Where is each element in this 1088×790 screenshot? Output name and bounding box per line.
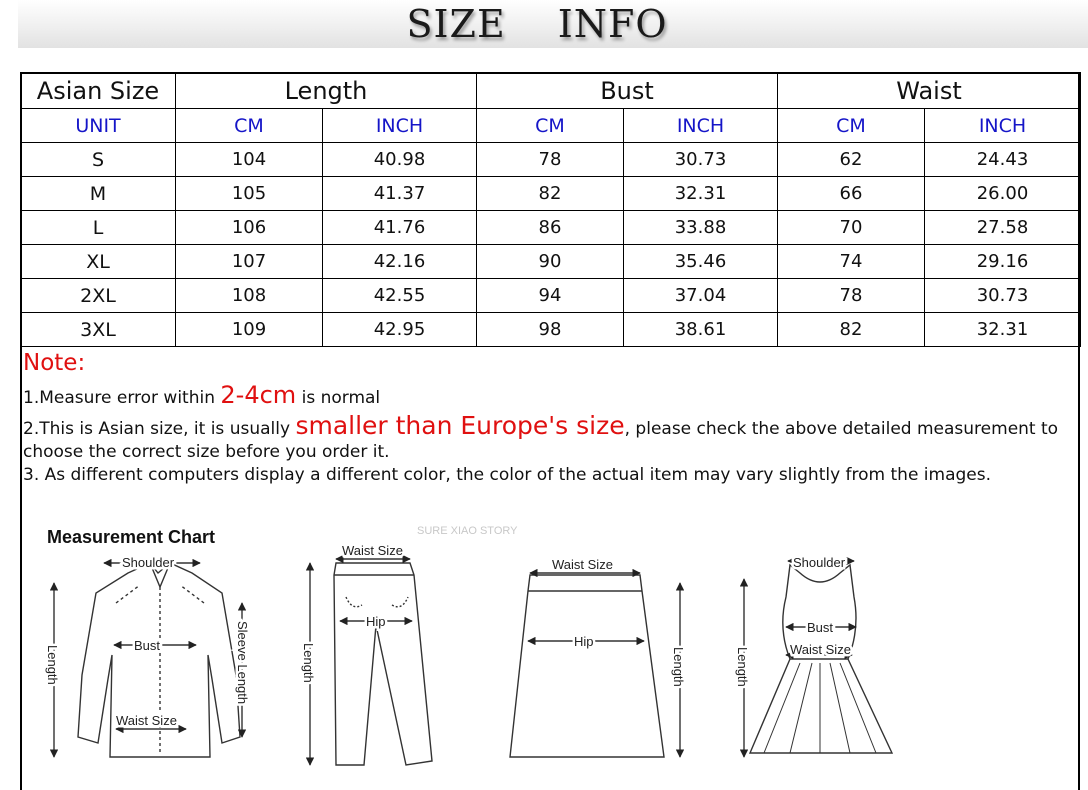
pants-length-label: Length bbox=[301, 643, 316, 683]
note-2-text: 2.This is Asian size, it is usually bbox=[23, 419, 296, 439]
bust-cm-cell: 86 bbox=[477, 211, 624, 245]
unit-waist-cm: CM bbox=[778, 109, 925, 143]
unit-label: UNIT bbox=[21, 109, 176, 143]
notes-section bbox=[23, 348, 1078, 487]
skirt-waist-label: Waist Size bbox=[552, 557, 613, 572]
size-cell: S bbox=[21, 143, 176, 177]
shirt-waist-label: Waist Size bbox=[116, 713, 177, 728]
size-cell: M bbox=[21, 177, 176, 211]
bust-cm-cell: 78 bbox=[477, 143, 624, 177]
waist-cm-cell: 78 bbox=[778, 279, 925, 313]
bust-inch-cell: 35.46 bbox=[624, 245, 778, 279]
length-inch-cell: 40.98 bbox=[323, 143, 477, 177]
pants-waist-label: Waist Size bbox=[342, 543, 403, 558]
waist-inch-cell: 24.43 bbox=[925, 143, 1081, 177]
unit-length-cm: CM bbox=[176, 109, 323, 143]
waist-cm-cell: 66 bbox=[778, 177, 925, 211]
title-banner bbox=[18, 0, 1088, 48]
size-cell: XL bbox=[21, 245, 176, 279]
length-inch-cell: 41.37 bbox=[323, 177, 477, 211]
length-cm-cell: 107 bbox=[176, 245, 323, 279]
skirt-length-label: Length bbox=[671, 647, 686, 687]
waist-inch-cell: 30.73 bbox=[925, 279, 1081, 313]
note-line-1 bbox=[23, 381, 1078, 410]
pants-hip-label: Hip bbox=[366, 614, 386, 629]
skirt-diagram bbox=[510, 573, 680, 757]
watermark: SURE XIAO STORY bbox=[417, 525, 518, 537]
note-2-highlight: smaller than Europe's size bbox=[295, 411, 625, 440]
length-inch-cell: 42.16 bbox=[323, 245, 477, 279]
length-inch-cell: 42.95 bbox=[323, 313, 477, 347]
length-cm-cell: 108 bbox=[176, 279, 323, 313]
unit-length-inch: INCH bbox=[323, 109, 477, 143]
unit-waist-inch: INCH bbox=[925, 109, 1081, 143]
note-1-text: 1.Measure error within bbox=[23, 388, 221, 408]
table-row bbox=[21, 211, 1081, 245]
diagram-labels bbox=[45, 543, 851, 728]
waist-inch-cell: 26.00 bbox=[925, 177, 1081, 211]
note-title: Note: bbox=[23, 350, 86, 376]
table-row bbox=[21, 143, 1081, 177]
waist-cm-cell: 74 bbox=[778, 245, 925, 279]
skirt-hip-label: Hip bbox=[574, 634, 594, 649]
title-word-info: INFO bbox=[557, 2, 668, 46]
table-row bbox=[21, 177, 1081, 211]
dress-diagram bbox=[744, 561, 892, 757]
size-cell: L bbox=[21, 211, 176, 245]
bust-inch-cell: 37.04 bbox=[624, 279, 778, 313]
bust-cm-cell: 82 bbox=[477, 177, 624, 211]
header-length: Length bbox=[176, 73, 477, 109]
bust-inch-cell: 30.73 bbox=[624, 143, 778, 177]
dress-shoulder-label: Shoulder bbox=[793, 555, 846, 570]
size-cell: 2XL bbox=[21, 279, 176, 313]
size-cell: 3XL bbox=[21, 313, 176, 347]
note-2-text-end: , please check the above detailed measurement to choose the correct size before you order it. bbox=[23, 419, 1059, 462]
dress-bust-label: Bust bbox=[807, 620, 834, 635]
table-header-row bbox=[21, 73, 1081, 109]
shirt-bust-label: Bust bbox=[134, 638, 161, 653]
shirt-sleeve-label: Sleeve Length bbox=[235, 621, 250, 705]
note-line-3: 3. As different computers display a different color, the color of the actual item may vary slightly from the images. bbox=[23, 465, 992, 485]
header-asian-size: Asian Size bbox=[21, 73, 176, 109]
bust-inch-cell: 33.88 bbox=[624, 211, 778, 245]
table-row bbox=[21, 313, 1081, 347]
unit-row bbox=[21, 109, 1081, 143]
note-1-highlight: 2-4cm bbox=[220, 381, 297, 409]
unit-bust-inch: INCH bbox=[624, 109, 778, 143]
note-line-2 bbox=[23, 411, 1078, 464]
unit-bust-cm: CM bbox=[477, 109, 624, 143]
bust-cm-cell: 94 bbox=[477, 279, 624, 313]
header-bust: Bust bbox=[477, 73, 778, 109]
length-inch-cell: 42.55 bbox=[323, 279, 477, 313]
shirt-shoulder-label: Shoulder bbox=[122, 555, 175, 570]
length-inch-cell: 41.76 bbox=[323, 211, 477, 245]
table-row bbox=[21, 245, 1081, 279]
measurement-chart bbox=[30, 515, 1070, 787]
length-cm-cell: 109 bbox=[176, 313, 323, 347]
pants-diagram bbox=[310, 559, 432, 765]
size-table bbox=[20, 72, 1081, 347]
waist-inch-cell: 32.31 bbox=[925, 313, 1081, 347]
dress-length-label: Length bbox=[735, 647, 750, 687]
length-cm-cell: 106 bbox=[176, 211, 323, 245]
shirt-length-label: Length bbox=[45, 645, 60, 685]
header-waist: Waist bbox=[778, 73, 1081, 109]
waist-inch-cell: 27.58 bbox=[925, 211, 1081, 245]
waist-cm-cell: 70 bbox=[778, 211, 925, 245]
measurement-chart-title: Measurement Chart bbox=[47, 527, 216, 547]
dress-waist-label: Waist Size bbox=[790, 642, 851, 657]
waist-cm-cell: 62 bbox=[778, 143, 925, 177]
bust-inch-cell: 32.31 bbox=[624, 177, 778, 211]
length-cm-cell: 104 bbox=[176, 143, 323, 177]
bust-inch-cell: 38.61 bbox=[624, 313, 778, 347]
note-1-text-end: is normal bbox=[296, 388, 381, 408]
bust-cm-cell: 90 bbox=[477, 245, 624, 279]
table-row bbox=[21, 279, 1081, 313]
title-word-size: SIZE bbox=[406, 2, 506, 46]
length-cm-cell: 105 bbox=[176, 177, 323, 211]
bust-cm-cell: 98 bbox=[477, 313, 624, 347]
waist-cm-cell: 82 bbox=[778, 313, 925, 347]
garment-diagrams bbox=[30, 515, 1070, 787]
waist-inch-cell: 29.16 bbox=[925, 245, 1081, 279]
